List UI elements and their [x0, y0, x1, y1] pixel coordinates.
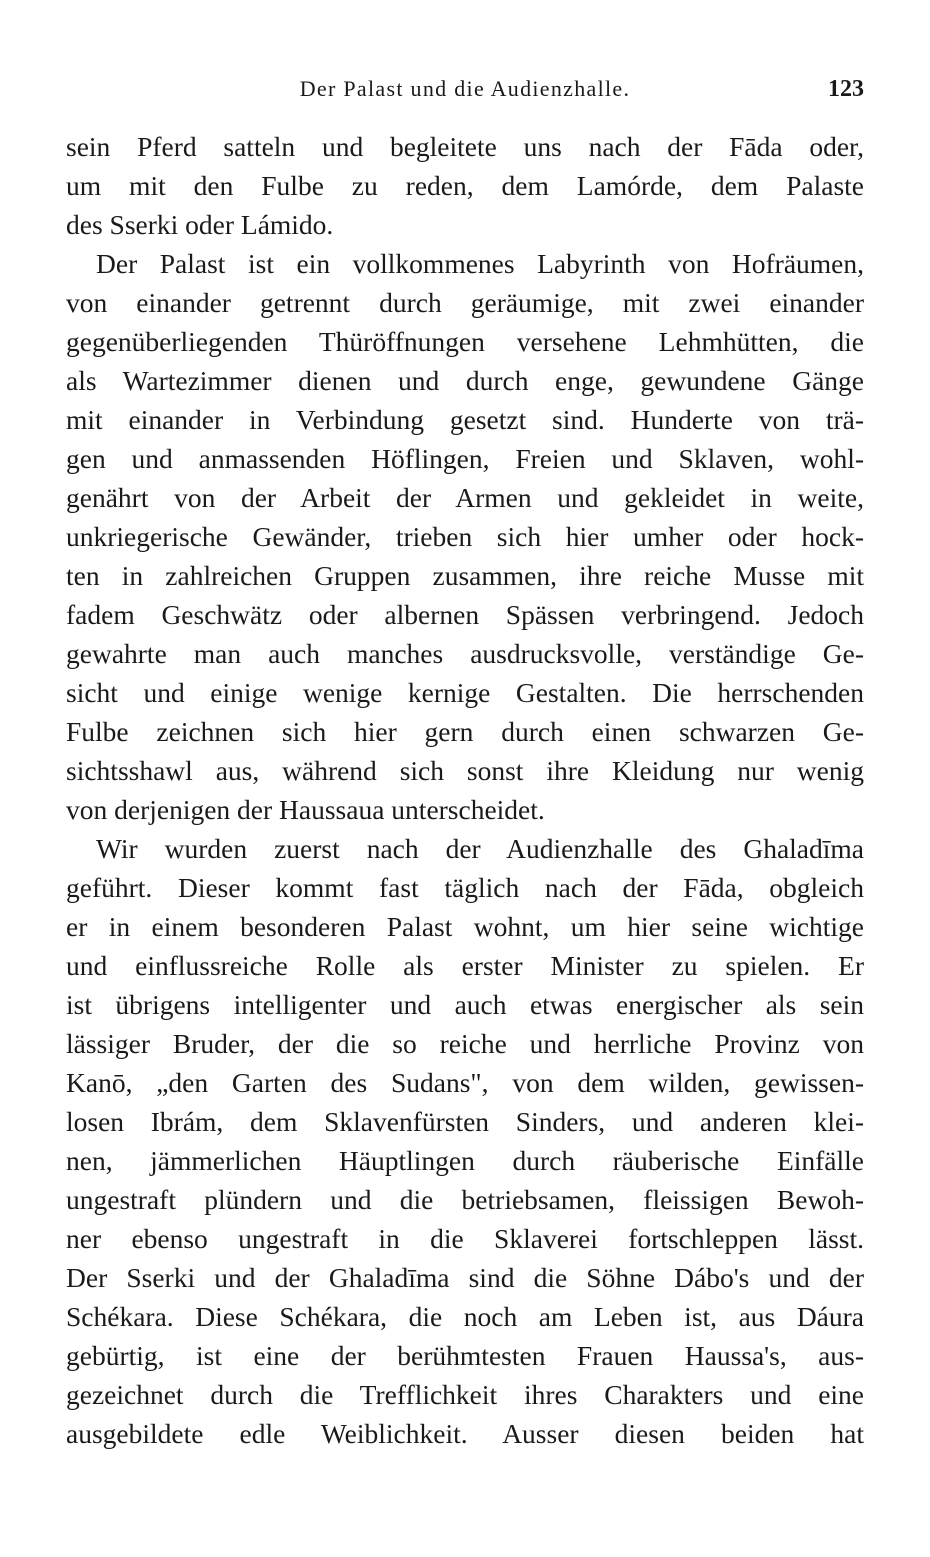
text-line: geführt. Dieser kommt fast täglich nach der Fāda, obgleich: [66, 872, 864, 903]
text-line: von einander getrennt durch geräumige, mit zwei einander: [66, 287, 864, 318]
page-number: 123: [828, 76, 864, 102]
text-line: fadem Geschwätz oder albernen Spässen verbringend. Jedoch: [66, 599, 864, 630]
text-line: genährt von der Arbeit der Armen und gekleidet in weite,: [66, 482, 864, 513]
text-line: Schékara. Diese Schékara, die noch am Leben ist, aus Dáura: [66, 1301, 864, 1332]
text-line: Der Palast ist ein vollkommenes Labyrinth von Hofräumen,: [96, 248, 864, 279]
text-line: Fulbe zeichnen sich hier gern durch einen schwarzen Ge-: [66, 716, 864, 747]
text-line: mit einander in Verbindung gesetzt sind. Hunderte von trä-: [66, 404, 864, 435]
text-line: ausgebildete edle Weiblichkeit. Ausser diesen beiden hat: [66, 1418, 864, 1449]
text-line: er in einem besonderen Palast wohnt, um hier seine wichtige: [66, 911, 864, 942]
text-line: und einflussreiche Rolle als erster Minister zu spielen. Er: [66, 950, 864, 981]
text-line: nen, jämmerlichen Häuptlingen durch räuberische Einfälle: [66, 1145, 864, 1176]
body-text: [66, 127, 864, 1453]
text-line: ist übrigens intelligenter und auch etwas energischer als sein: [66, 989, 864, 1020]
text-line: ten in zahlreichen Gruppen zusammen, ihre reiche Musse mit: [66, 560, 864, 591]
text-line: sicht und einige wenige kernige Gestalten. Die herrschenden: [66, 677, 864, 708]
text-line: gegenüberliegenden Thüröffnungen versehene Lehmhütten, die: [66, 326, 864, 357]
text-line: gebürtig, ist eine der berühmtesten Frauen Haussa's, aus-: [66, 1340, 864, 1371]
text-line: gen und anmassenden Höflingen, Freien und Sklaven, wohl-: [66, 443, 864, 474]
text-line: losen Ibrám, dem Sklavenfürsten Sinders, und anderen klei-: [66, 1106, 864, 1137]
text-line: sein Pferd satteln und begleitete uns nach der Fāda oder,: [66, 131, 864, 162]
text-line: um mit den Fulbe zu reden, dem Lamórde, dem Palaste: [66, 170, 864, 201]
page-header: [66, 72, 864, 106]
text-line: sichtsshawl aus, während sich sonst ihre Kleidung nur wenig: [66, 755, 864, 786]
text-line: unkriegerische Gewänder, trieben sich hier umher oder hock-: [66, 521, 864, 552]
text-line: Wir wurden zuerst nach der Audienzhalle des Ghaladīma: [96, 833, 864, 864]
text-line: gewahrte man auch manches ausdrucksvolle, verständige Ge-: [66, 638, 864, 669]
text-line: gezeichnet durch die Trefflichkeit ihres Charakters und eine: [66, 1379, 864, 1410]
text-line: Kanō, „den Garten des Sudans", von dem wilden, gewissen-: [66, 1067, 864, 1098]
text-line: ungestraft plündern und die betriebsamen, fleissigen Bewoh-: [66, 1184, 864, 1215]
text-line: von derjenigen der Haussaua unterscheidet.: [66, 794, 545, 825]
text-line: des Sserki oder Lámido.: [66, 209, 334, 240]
text-line: Der Sserki und der Ghaladīma sind die Söhne Dábo's und der: [66, 1262, 864, 1293]
text-line: als Wartezimmer dienen und durch enge, gewundene Gänge: [66, 365, 864, 396]
running-title: Der Palast und die Audienzhalle.: [299, 76, 631, 101]
text-line: ner ebenso ungestraft in die Sklaverei fortschleppen lässt.: [66, 1223, 864, 1254]
text-line: lässiger Bruder, der die so reiche und herrliche Provinz von: [66, 1028, 864, 1059]
